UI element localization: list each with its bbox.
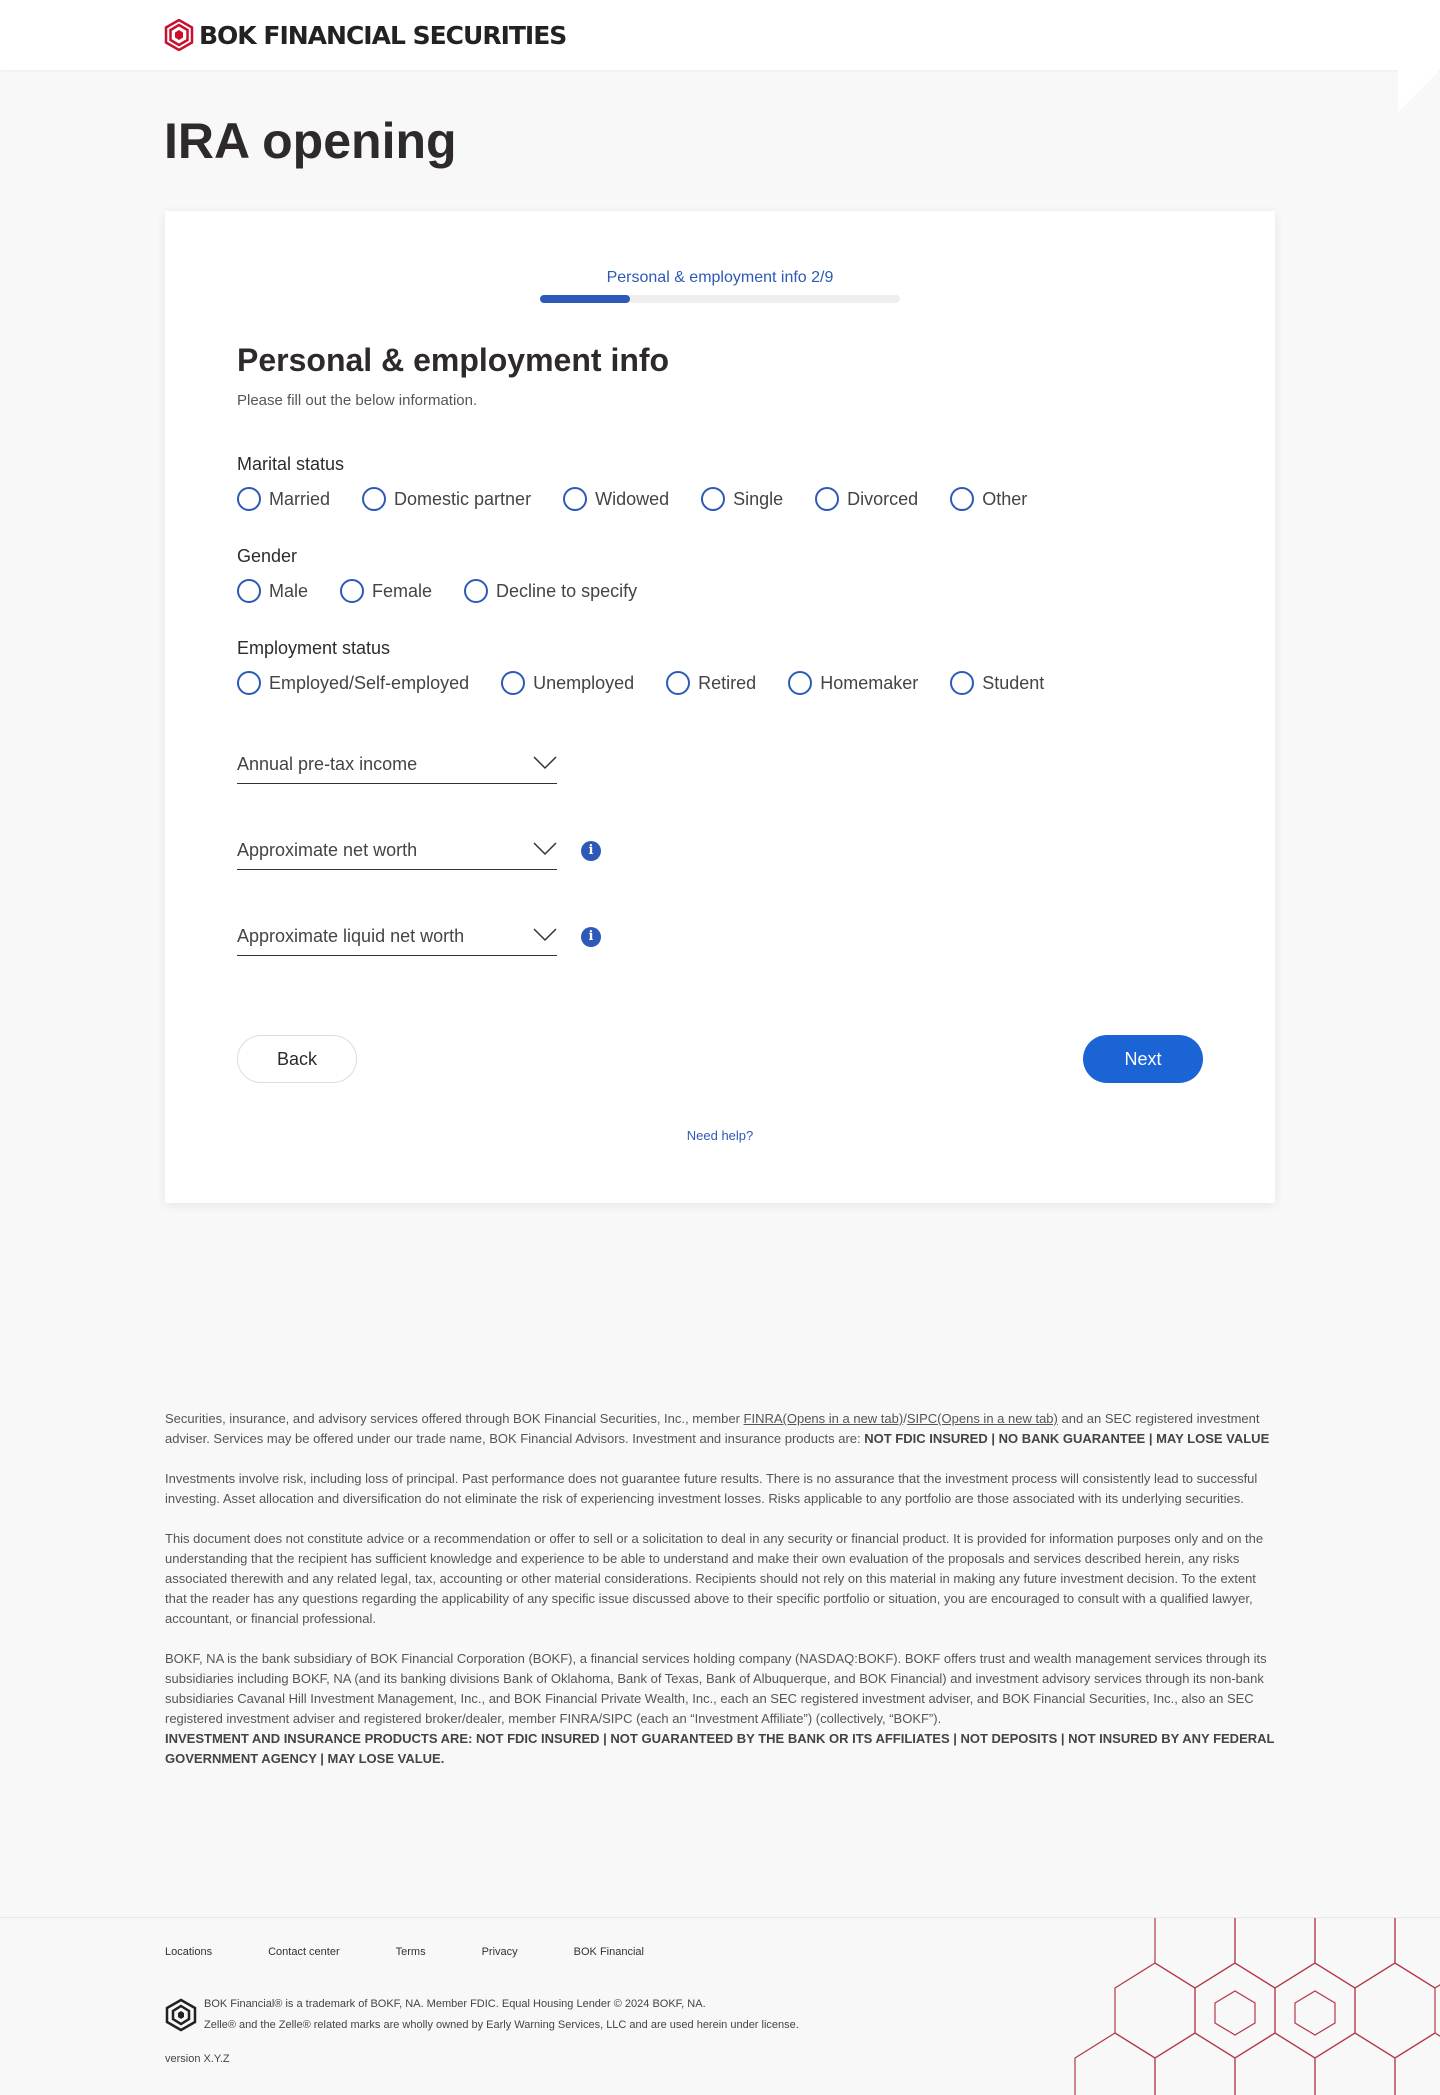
gender-radio-group (237, 579, 669, 603)
radio-homemaker[interactable] (788, 671, 918, 695)
footer-zelle-text: Zelle® and the Zelle® related marks are wholly owned by Early Warning Services, LLC and are used herein under license. (204, 2019, 799, 2031)
slash-separator: / (903, 1411, 907, 1426)
progress-label: Personal & employment info 2/9 (606, 269, 834, 286)
radio-female[interactable] (340, 579, 432, 603)
disclosure-text: and an SEC registered investment adviser. Services may be offered under our trade name, BOK Financial Advisors. Investment and insurance products are: (165, 1411, 1260, 1446)
select-placeholder: Annual pre-tax income (237, 754, 418, 774)
radio-married[interactable] (237, 487, 330, 511)
radio-button[interactable] (701, 487, 725, 511)
decorative-corner (1398, 70, 1440, 112)
radio-label: Domestic partner (394, 488, 532, 509)
version-text: version X.Y.Z (165, 2053, 230, 2065)
liquid-net-worth-info-icon[interactable]: i (581, 927, 601, 947)
radio-button[interactable] (950, 487, 974, 511)
select-placeholder: Approximate net worth (237, 840, 418, 860)
radio-single[interactable] (701, 487, 783, 511)
radio-button[interactable] (950, 671, 974, 695)
chevron-down-icon (533, 842, 557, 856)
footer-link-terms[interactable]: Terms (395, 1946, 426, 1958)
employment-status-label: Employment status (237, 638, 391, 658)
footer-links (165, 1946, 700, 1958)
chevron-down-icon (533, 928, 557, 942)
footer (0, 1917, 1440, 2095)
decorative-hexagon-pattern (1000, 1918, 1440, 2095)
radio-label: Male (269, 580, 309, 601)
bok-hexagon-logo-icon (164, 19, 194, 51)
radio-label: Homemaker (820, 672, 919, 693)
sipc-link[interactable]: SIPC(Opens in a new tab) (906, 1411, 1058, 1426)
radio-button[interactable] (666, 671, 690, 695)
back-button[interactable]: Back (237, 1035, 357, 1083)
radio-domestic-partner[interactable] (362, 487, 531, 511)
radio-button[interactable] (563, 487, 587, 511)
radio-decline-to-specify[interactable] (464, 579, 637, 603)
radio-student[interactable] (950, 671, 1044, 695)
employment-status-radio-group (237, 671, 1076, 695)
radio-label: Divorced (847, 488, 919, 509)
disclosure-paragraph (165, 1409, 1275, 1449)
radio-other[interactable] (950, 487, 1027, 511)
progress-bar (540, 295, 900, 303)
equal-housing-lender-icon (164, 1998, 198, 2032)
footer-link-privacy[interactable]: Privacy (481, 1946, 518, 1958)
radio-button[interactable] (362, 487, 386, 511)
radio-button[interactable] (464, 579, 488, 603)
disclosure-text: BOKF, NA is the bank subsidiary of BOK Financial Corporation (BOKF), a financial services holding company (NASDAQ:BOKF). BOKF offers trust and wealth management services through its subsidiaries including BOKF, NA (and its banking divisions Bank of Oklahoma, Bank of Texas, Bank of Albuquerque, and BOK Financial) and investment advisory services through its non-bank subsidiaries Cavanal Hill Investment Management, Inc., and BOK Financial Private Wealth, Inc., each an SEC registered investment adviser, and BOK Financial Securities, Inc., also an SEC registered investment adviser and registered broker/dealer, member FINRA/SIPC (each an “Investment Affiliate”) (collectively, “BOKF”). (165, 1651, 1267, 1726)
radio-label: Student (982, 672, 1045, 693)
chevron-down-icon (533, 756, 557, 770)
radio-label: Married (269, 488, 331, 509)
radio-label: Female (372, 580, 433, 601)
radio-employed[interactable] (237, 671, 469, 695)
radio-widowed[interactable] (563, 487, 669, 511)
section-title: Personal & employment info (237, 342, 670, 378)
disclosure-text: Securities, insurance, and advisory services offered through BOK Financial Securities, Inc., member (165, 1411, 744, 1426)
finra-link[interactable]: FINRA(Opens in a new tab) (743, 1411, 904, 1426)
section-subtitle: Please fill out the below information. (237, 392, 478, 409)
radio-retired[interactable] (666, 671, 756, 695)
radio-button[interactable] (788, 671, 812, 695)
annual-income-select[interactable] (237, 750, 557, 784)
radio-button[interactable] (237, 671, 261, 695)
disclosures (165, 1409, 1275, 1789)
net-worth-select[interactable] (237, 836, 557, 870)
need-help-link[interactable]: Need help? (686, 1128, 754, 1143)
brand-name: BOK FINANCIAL SECURITIES (199, 20, 567, 50)
radio-label: Retired (698, 672, 757, 693)
page-title: IRA opening (164, 113, 457, 169)
disclosure-paragraph: Investments involve risk, including loss of principal. Past performance does not guarantee future results. There is no assurance that the investment process will consistently lead to successful investing. Asset allocation and diversification do not eliminate the risk of experiencing investment losses. Risks applicable to any portfolio are those associated with its underlying securities. (165, 1471, 1258, 1506)
form-card (165, 211, 1275, 1203)
net-worth-info-icon[interactable]: i (581, 841, 601, 861)
disclosure-paragraph: This document does not constitute advice or a recommendation or offer to sell or a solicitation to deal in any security or financial product. It is provided for information purposes only and on the understanding that the recipient has sufficient knowledge and experience to be able to understand and make their own evaluation of the proposals and services described herein, any risks associated therewith and any related legal, tax, accounting or other material considerations. Recipients should not rely on this material in making any future investment decision. To the extent that the reader has any questions regarding the applicability of any specific issue discussed above to their specific portfolio or situation, you are encouraged to consult with a qualified lawyer, accountant, or financial professional. (165, 1531, 1264, 1626)
radio-male[interactable] (237, 579, 308, 603)
radio-label: Other (982, 488, 1028, 509)
radio-label: Decline to specify (496, 580, 638, 601)
radio-button[interactable] (237, 579, 261, 603)
radio-label: Unemployed (533, 672, 635, 693)
radio-label: Employed/Self-employed (269, 672, 470, 693)
radio-label: Widowed (595, 488, 670, 509)
radio-button[interactable] (340, 579, 364, 603)
liquid-net-worth-select[interactable] (237, 922, 557, 956)
next-button[interactable]: Next (1083, 1035, 1203, 1083)
radio-unemployed[interactable] (501, 671, 634, 695)
top-header (0, 0, 1440, 70)
radio-button[interactable] (815, 487, 839, 511)
progress-bar-fill (540, 295, 630, 303)
select-placeholder: Approximate liquid net worth (237, 926, 465, 946)
footer-link-contact-center[interactable]: Contact center (268, 1946, 340, 1958)
radio-button[interactable] (501, 671, 525, 695)
marital-status-label: Marital status (237, 454, 345, 474)
footer-link-locations[interactable]: Locations (165, 1946, 213, 1958)
disclosure-paragraph (165, 1649, 1275, 1769)
footer-link-bok-financial[interactable]: BOK Financial (573, 1946, 644, 1958)
disclosure-bold-text: NOT FDIC INSURED | NO BANK GUARANTEE | MAY LOSE VALUE (864, 1431, 1270, 1446)
footer-trademark-text: BOK Financial® is a trademark of BOKF, NA. Member FDIC. Equal Housing Lender © 2024 BOKF, NA. (204, 1998, 706, 2010)
brand-logo[interactable] (164, 19, 566, 51)
radio-label: Single (733, 488, 784, 509)
radio-button[interactable] (237, 487, 261, 511)
disclosure-bold-text: INVESTMENT AND INSURANCE PRODUCTS ARE: NOT FDIC INSURED | NOT GUARANTEED BY THE BANK OR ITS AFFILIATES | NOT DEPOSITS | NOT INSURED BY ANY FEDERAL GOVERNMENT AGENCY | MAY LOSE VALUE. (165, 1731, 1275, 1766)
radio-divorced[interactable] (815, 487, 918, 511)
marital-status-radio-group (237, 487, 1059, 511)
gender-label: Gender (237, 546, 298, 566)
